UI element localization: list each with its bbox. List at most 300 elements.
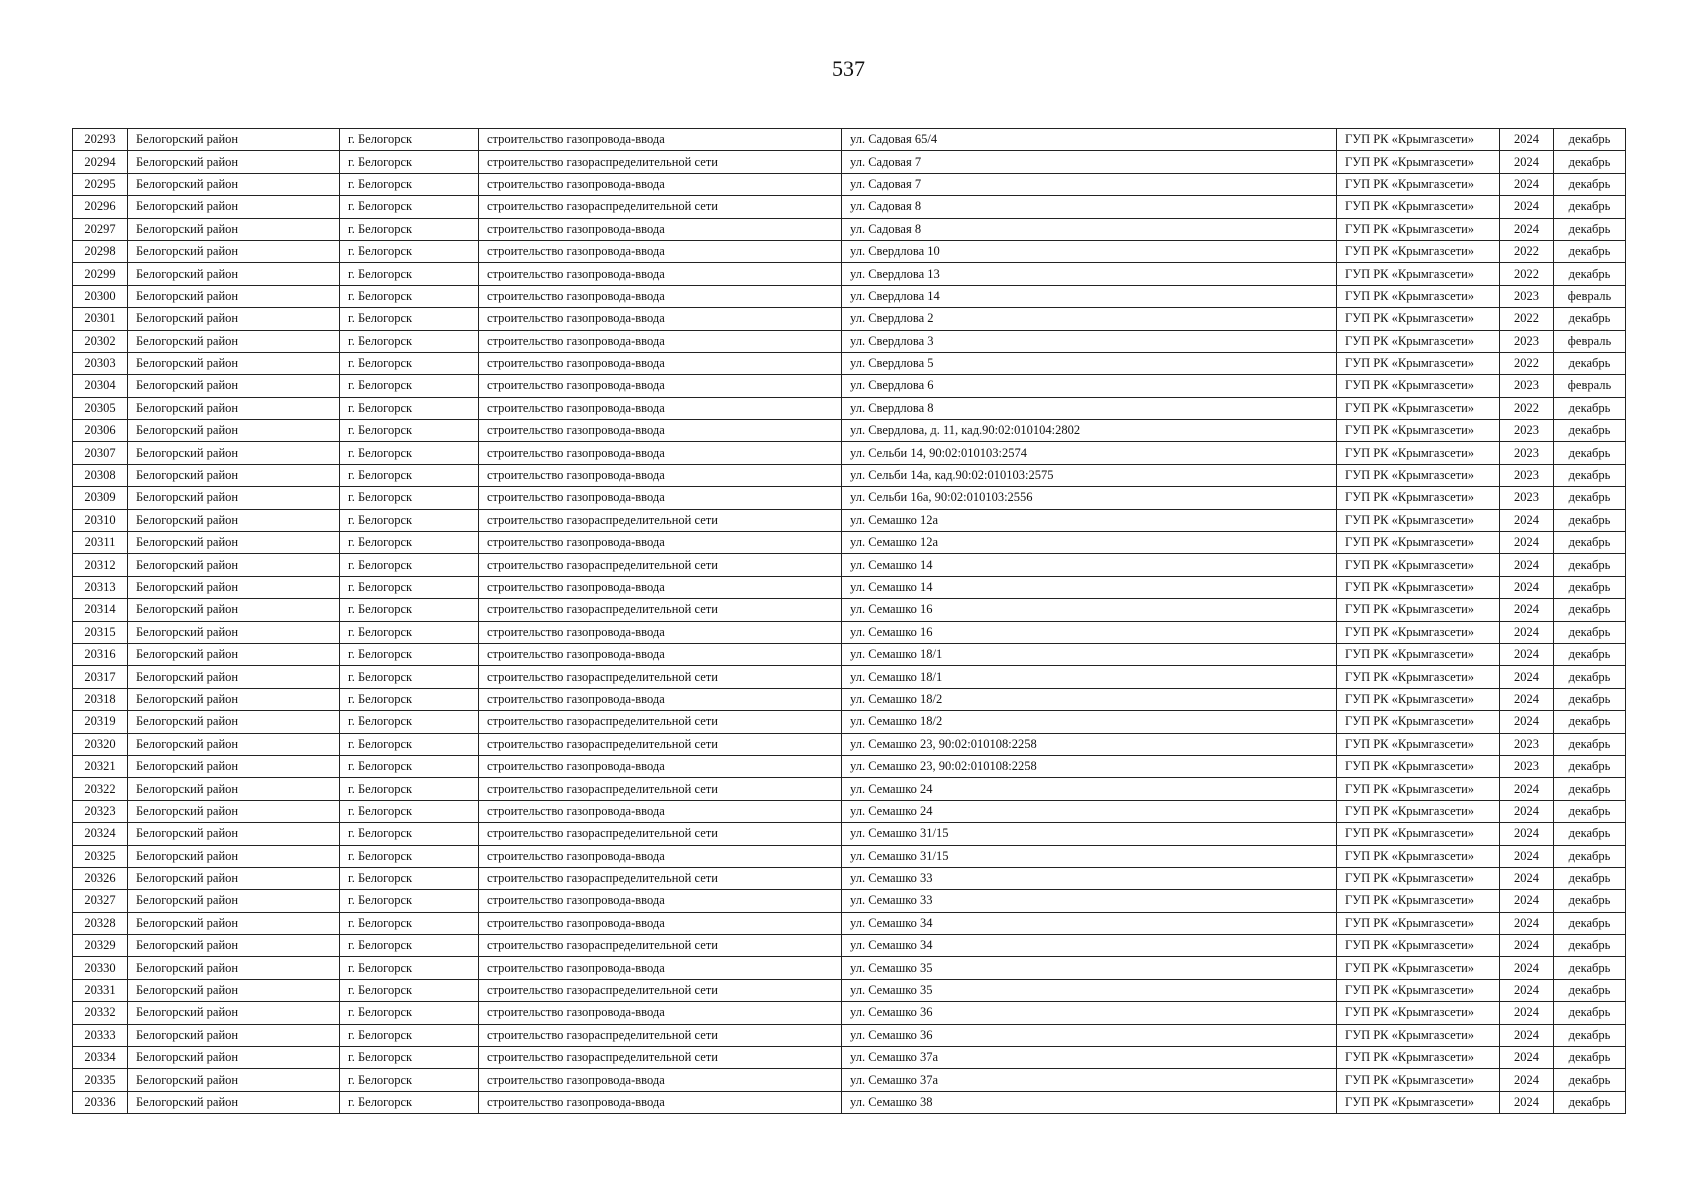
city-cell: г. Белогорск [340, 487, 479, 509]
city-cell: г. Белогорск [340, 1024, 479, 1046]
table-row [73, 576, 1626, 598]
table-row [73, 464, 1626, 486]
address-cell: ул. Садовая 7 [842, 151, 1337, 173]
address-cell: ул. Садовая 65/4 [842, 129, 1337, 151]
month-cell: декабрь [1554, 666, 1626, 688]
address-cell: ул. Семашко 18/2 [842, 711, 1337, 733]
year-cell: 2024 [1500, 1091, 1554, 1113]
table-row [73, 554, 1626, 576]
row-number-cell: 20322 [73, 778, 128, 800]
city-cell: г. Белогорск [340, 599, 479, 621]
row-number-cell: 20295 [73, 173, 128, 195]
year-cell: 2023 [1500, 330, 1554, 352]
month-cell: декабрь [1554, 576, 1626, 598]
table-row [73, 599, 1626, 621]
year-cell: 2024 [1500, 218, 1554, 240]
organization-cell: ГУП РК «Крымгазсети» [1337, 1091, 1500, 1113]
organization-cell: ГУП РК «Крымгазсети» [1337, 285, 1500, 307]
month-cell: декабрь [1554, 173, 1626, 195]
work-type-cell: строительство газораспределительной сети [479, 599, 842, 621]
district-cell: Белогорский район [128, 711, 340, 733]
month-cell: декабрь [1554, 397, 1626, 419]
month-cell: декабрь [1554, 957, 1626, 979]
organization-cell: ГУП РК «Крымгазсети» [1337, 666, 1500, 688]
city-cell: г. Белогорск [340, 308, 479, 330]
month-cell: декабрь [1554, 890, 1626, 912]
city-cell: г. Белогорск [340, 935, 479, 957]
month-cell: декабрь [1554, 487, 1626, 509]
table-row [73, 151, 1626, 173]
organization-cell: ГУП РК «Крымгазсети» [1337, 711, 1500, 733]
organization-cell: ГУП РК «Крымгазсети» [1337, 308, 1500, 330]
address-cell: ул. Семашко 31/15 [842, 845, 1337, 867]
address-cell: ул. Свердлова 3 [842, 330, 1337, 352]
city-cell: г. Белогорск [340, 263, 479, 285]
row-number-cell: 20328 [73, 912, 128, 934]
address-cell: ул. Семашко 24 [842, 800, 1337, 822]
district-cell: Белогорский район [128, 240, 340, 262]
district-cell: Белогорский район [128, 935, 340, 957]
row-number-cell: 20298 [73, 240, 128, 262]
work-type-cell: строительство газораспределительной сети [479, 196, 842, 218]
row-number-cell: 20296 [73, 196, 128, 218]
city-cell: г. Белогорск [340, 890, 479, 912]
row-number-cell: 20329 [73, 935, 128, 957]
city-cell: г. Белогорск [340, 397, 479, 419]
work-type-cell: строительство газопровода-ввода [479, 576, 842, 598]
year-cell: 2023 [1500, 755, 1554, 777]
row-number-cell: 20308 [73, 464, 128, 486]
work-type-cell: строительство газопровода-ввода [479, 1002, 842, 1024]
district-cell: Белогорский район [128, 845, 340, 867]
work-type-cell: строительство газопровода-ввода [479, 845, 842, 867]
year-cell: 2024 [1500, 800, 1554, 822]
row-number-cell: 20302 [73, 330, 128, 352]
district-cell: Белогорский район [128, 129, 340, 151]
organization-cell: ГУП РК «Крымгазсети» [1337, 330, 1500, 352]
row-number-cell: 20311 [73, 532, 128, 554]
district-cell: Белогорский район [128, 1024, 340, 1046]
row-number-cell: 20317 [73, 666, 128, 688]
month-cell: декабрь [1554, 755, 1626, 777]
organization-cell: ГУП РК «Крымгазсети» [1337, 263, 1500, 285]
table-body [73, 129, 1626, 1114]
table-row [73, 352, 1626, 374]
city-cell: г. Белогорск [340, 532, 479, 554]
table-row [73, 1024, 1626, 1046]
organization-cell: ГУП РК «Крымгазсети» [1337, 240, 1500, 262]
organization-cell: ГУП РК «Крымгазсети» [1337, 733, 1500, 755]
table-row [73, 890, 1626, 912]
table-row [73, 375, 1626, 397]
row-number-cell: 20336 [73, 1091, 128, 1113]
table-row [73, 688, 1626, 710]
table-row [73, 196, 1626, 218]
work-type-cell: строительство газопровода-ввода [479, 464, 842, 486]
address-cell: ул. Семашко 23, 90:02:010108:2258 [842, 733, 1337, 755]
organization-cell: ГУП РК «Крымгазсети» [1337, 218, 1500, 240]
city-cell: г. Белогорск [340, 979, 479, 1001]
year-cell: 2024 [1500, 688, 1554, 710]
month-cell: декабрь [1554, 308, 1626, 330]
table-row [73, 442, 1626, 464]
row-number-cell: 20325 [73, 845, 128, 867]
organization-cell: ГУП РК «Крымгазсети» [1337, 1047, 1500, 1069]
address-cell: ул. Семашко 37а [842, 1069, 1337, 1091]
table-row [73, 263, 1626, 285]
row-number-cell: 20301 [73, 308, 128, 330]
city-cell: г. Белогорск [340, 218, 479, 240]
organization-cell: ГУП РК «Крымгазсети» [1337, 688, 1500, 710]
organization-cell: ГУП РК «Крымгазсети» [1337, 643, 1500, 665]
year-cell: 2024 [1500, 890, 1554, 912]
organization-cell: ГУП РК «Крымгазсети» [1337, 509, 1500, 531]
organization-cell: ГУП РК «Крымгазсети» [1337, 1024, 1500, 1046]
city-cell: г. Белогорск [340, 643, 479, 665]
district-cell: Белогорский район [128, 755, 340, 777]
district-cell: Белогорский район [128, 733, 340, 755]
year-cell: 2024 [1500, 643, 1554, 665]
city-cell: г. Белогорск [340, 688, 479, 710]
work-type-cell: строительство газопровода-ввода [479, 890, 842, 912]
organization-cell: ГУП РК «Крымгазсети» [1337, 890, 1500, 912]
table-row [73, 643, 1626, 665]
organization-cell: ГУП РК «Крымгазсети» [1337, 867, 1500, 889]
district-cell: Белогорский район [128, 957, 340, 979]
city-cell: г. Белогорск [340, 755, 479, 777]
month-cell: декабрь [1554, 509, 1626, 531]
district-cell: Белогорский район [128, 352, 340, 374]
address-cell: ул. Семашко 36 [842, 1002, 1337, 1024]
gas-works-table [72, 128, 1626, 1114]
year-cell: 2024 [1500, 823, 1554, 845]
city-cell: г. Белогорск [340, 1091, 479, 1113]
month-cell: декабрь [1554, 621, 1626, 643]
year-cell: 2022 [1500, 240, 1554, 262]
district-cell: Белогорский район [128, 554, 340, 576]
month-cell: декабрь [1554, 442, 1626, 464]
work-type-cell: строительство газораспределительной сети [479, 554, 842, 576]
city-cell: г. Белогорск [340, 1069, 479, 1091]
work-type-cell: строительство газопровода-ввода [479, 285, 842, 307]
row-number-cell: 20315 [73, 621, 128, 643]
year-cell: 2024 [1500, 509, 1554, 531]
month-cell: декабрь [1554, 1069, 1626, 1091]
district-cell: Белогорский район [128, 1069, 340, 1091]
row-number-cell: 20327 [73, 890, 128, 912]
month-cell: декабрь [1554, 532, 1626, 554]
work-type-cell: строительство газопровода-ввода [479, 218, 842, 240]
month-cell: декабрь [1554, 979, 1626, 1001]
city-cell: г. Белогорск [340, 420, 479, 442]
table-row [73, 957, 1626, 979]
month-cell: декабрь [1554, 1024, 1626, 1046]
row-number-cell: 20316 [73, 643, 128, 665]
city-cell: г. Белогорск [340, 912, 479, 934]
city-cell: г. Белогорск [340, 285, 479, 307]
year-cell: 2024 [1500, 1024, 1554, 1046]
year-cell: 2024 [1500, 196, 1554, 218]
organization-cell: ГУП РК «Крымгазсети» [1337, 532, 1500, 554]
row-number-cell: 20326 [73, 867, 128, 889]
table-row [73, 867, 1626, 889]
year-cell: 2023 [1500, 442, 1554, 464]
row-number-cell: 20321 [73, 755, 128, 777]
work-type-cell: строительство газопровода-ввода [479, 173, 842, 195]
district-cell: Белогорский район [128, 979, 340, 1001]
table-row [73, 285, 1626, 307]
table-row [73, 509, 1626, 531]
city-cell: г. Белогорск [340, 845, 479, 867]
row-number-cell: 20313 [73, 576, 128, 598]
district-cell: Белогорский район [128, 263, 340, 285]
row-number-cell: 20320 [73, 733, 128, 755]
city-cell: г. Белогорск [340, 733, 479, 755]
address-cell: ул. Семашко 16 [842, 621, 1337, 643]
district-cell: Белогорский район [128, 867, 340, 889]
address-cell: ул. Семашко 38 [842, 1091, 1337, 1113]
row-number-cell: 20303 [73, 352, 128, 374]
address-cell: ул. Семашко 12а [842, 509, 1337, 531]
district-cell: Белогорский район [128, 800, 340, 822]
address-cell: ул. Семашко 18/1 [842, 666, 1337, 688]
row-number-cell: 20304 [73, 375, 128, 397]
work-type-cell: строительство газопровода-ввода [479, 263, 842, 285]
month-cell: декабрь [1554, 643, 1626, 665]
year-cell: 2024 [1500, 151, 1554, 173]
month-cell: декабрь [1554, 554, 1626, 576]
address-cell: ул. Сельби 16а, 90:02:010103:2556 [842, 487, 1337, 509]
month-cell: декабрь [1554, 935, 1626, 957]
work-type-cell: строительство газораспределительной сети [479, 867, 842, 889]
city-cell: г. Белогорск [340, 867, 479, 889]
table-row [73, 733, 1626, 755]
district-cell: Белогорский район [128, 890, 340, 912]
district-cell: Белогорский район [128, 532, 340, 554]
organization-cell: ГУП РК «Крымгазсети» [1337, 487, 1500, 509]
district-cell: Белогорский район [128, 688, 340, 710]
row-number-cell: 20305 [73, 397, 128, 419]
organization-cell: ГУП РК «Крымгазсети» [1337, 755, 1500, 777]
work-type-cell: строительство газораспределительной сети [479, 935, 842, 957]
month-cell: декабрь [1554, 599, 1626, 621]
organization-cell: ГУП РК «Крымгазсети» [1337, 823, 1500, 845]
table-row [73, 800, 1626, 822]
year-cell: 2024 [1500, 1002, 1554, 1024]
page-number: 537 [832, 56, 865, 81]
month-cell: декабрь [1554, 1091, 1626, 1113]
work-type-cell: строительство газопровода-ввода [479, 912, 842, 934]
organization-cell: ГУП РК «Крымгазсети» [1337, 397, 1500, 419]
year-cell: 2023 [1500, 464, 1554, 486]
year-cell: 2022 [1500, 308, 1554, 330]
work-type-cell: строительство газораспределительной сети [479, 778, 842, 800]
organization-cell: ГУП РК «Крымгазсети» [1337, 778, 1500, 800]
year-cell: 2023 [1500, 285, 1554, 307]
organization-cell: ГУП РК «Крымгазсети» [1337, 912, 1500, 934]
work-type-cell: строительство газопровода-ввода [479, 330, 842, 352]
work-type-cell: строительство газораспределительной сети [479, 979, 842, 1001]
address-cell: ул. Семашко 33 [842, 890, 1337, 912]
work-type-cell: строительство газораспределительной сети [479, 1024, 842, 1046]
row-number-cell: 20314 [73, 599, 128, 621]
year-cell: 2024 [1500, 554, 1554, 576]
table-row [73, 532, 1626, 554]
organization-cell: ГУП РК «Крымгазсети» [1337, 375, 1500, 397]
work-type-cell: строительство газораспределительной сети [479, 151, 842, 173]
year-cell: 2024 [1500, 935, 1554, 957]
address-cell: ул. Семашко 34 [842, 912, 1337, 934]
district-cell: Белогорский район [128, 912, 340, 934]
district-cell: Белогорский район [128, 487, 340, 509]
year-cell: 2024 [1500, 666, 1554, 688]
table-row [73, 308, 1626, 330]
row-number-cell: 20319 [73, 711, 128, 733]
address-cell: ул. Садовая 8 [842, 196, 1337, 218]
organization-cell: ГУП РК «Крымгазсети» [1337, 464, 1500, 486]
organization-cell: ГУП РК «Крымгазсети» [1337, 845, 1500, 867]
row-number-cell: 20299 [73, 263, 128, 285]
work-type-cell: строительство газопровода-ввода [479, 352, 842, 374]
organization-cell: ГУП РК «Крымгазсети» [1337, 800, 1500, 822]
city-cell: г. Белогорск [340, 196, 479, 218]
city-cell: г. Белогорск [340, 151, 479, 173]
year-cell: 2024 [1500, 867, 1554, 889]
organization-cell: ГУП РК «Крымгазсети» [1337, 576, 1500, 598]
month-cell: декабрь [1554, 464, 1626, 486]
address-cell: ул. Садовая 8 [842, 218, 1337, 240]
table-row [73, 173, 1626, 195]
city-cell: г. Белогорск [340, 621, 479, 643]
work-type-cell: строительство газопровода-ввода [479, 532, 842, 554]
city-cell: г. Белогорск [340, 711, 479, 733]
address-cell: ул. Свердлова 6 [842, 375, 1337, 397]
year-cell: 2024 [1500, 912, 1554, 934]
work-type-cell: строительство газопровода-ввода [479, 308, 842, 330]
organization-cell: ГУП РК «Крымгазсети» [1337, 442, 1500, 464]
city-cell: г. Белогорск [340, 464, 479, 486]
address-cell: ул. Семашко 18/2 [842, 688, 1337, 710]
work-type-cell: строительство газопровода-ввода [479, 420, 842, 442]
city-cell: г. Белогорск [340, 375, 479, 397]
district-cell: Белогорский район [128, 196, 340, 218]
month-cell: декабрь [1554, 196, 1626, 218]
address-cell: ул. Семашко 35 [842, 979, 1337, 1001]
address-cell: ул. Семашко 14 [842, 554, 1337, 576]
table-row [73, 621, 1626, 643]
table-row [73, 666, 1626, 688]
address-cell: ул. Свердлова 2 [842, 308, 1337, 330]
table-row [73, 935, 1626, 957]
year-cell: 2024 [1500, 576, 1554, 598]
year-cell: 2024 [1500, 957, 1554, 979]
year-cell: 2023 [1500, 420, 1554, 442]
month-cell: декабрь [1554, 845, 1626, 867]
month-cell: декабрь [1554, 823, 1626, 845]
work-type-cell: строительство газораспределительной сети [479, 733, 842, 755]
address-cell: ул. Семашко 34 [842, 935, 1337, 957]
row-number-cell: 20293 [73, 129, 128, 151]
month-cell: декабрь [1554, 129, 1626, 151]
district-cell: Белогорский район [128, 397, 340, 419]
city-cell: г. Белогорск [340, 778, 479, 800]
organization-cell: ГУП РК «Крымгазсети» [1337, 151, 1500, 173]
district-cell: Белогорский район [128, 218, 340, 240]
month-cell: декабрь [1554, 711, 1626, 733]
address-cell: ул. Свердлова, д. 11, кад.90:02:010104:2802 [842, 420, 1337, 442]
table-row [73, 240, 1626, 262]
work-type-cell: строительство газораспределительной сети [479, 1047, 842, 1069]
year-cell: 2024 [1500, 532, 1554, 554]
work-type-cell: строительство газопровода-ввода [479, 1091, 842, 1113]
work-type-cell: строительство газопровода-ввода [479, 240, 842, 262]
organization-cell: ГУП РК «Крымгазсети» [1337, 1069, 1500, 1091]
month-cell: февраль [1554, 330, 1626, 352]
work-type-cell: строительство газопровода-ввода [479, 800, 842, 822]
district-cell: Белогорский район [128, 666, 340, 688]
district-cell: Белогорский район [128, 330, 340, 352]
district-cell: Белогорский район [128, 778, 340, 800]
address-cell: ул. Семашко 24 [842, 778, 1337, 800]
address-cell: ул. Свердлова 13 [842, 263, 1337, 285]
year-cell: 2024 [1500, 778, 1554, 800]
address-cell: ул. Семашко 16 [842, 599, 1337, 621]
table-row [73, 823, 1626, 845]
work-type-cell: строительство газопровода-ввода [479, 957, 842, 979]
month-cell: декабрь [1554, 1047, 1626, 1069]
row-number-cell: 20309 [73, 487, 128, 509]
organization-cell: ГУП РК «Крымгазсети» [1337, 957, 1500, 979]
work-type-cell: строительство газопровода-ввода [479, 1069, 842, 1091]
work-type-cell: строительство газопровода-ввода [479, 375, 842, 397]
district-cell: Белогорский район [128, 420, 340, 442]
organization-cell: ГУП РК «Крымгазсети» [1337, 420, 1500, 442]
year-cell: 2024 [1500, 845, 1554, 867]
district-cell: Белогорский район [128, 464, 340, 486]
month-cell: декабрь [1554, 912, 1626, 934]
year-cell: 2024 [1500, 1047, 1554, 1069]
table-row [73, 1069, 1626, 1091]
address-cell: ул. Семашко 12а [842, 532, 1337, 554]
address-cell: ул. Семашко 14 [842, 576, 1337, 598]
district-cell: Белогорский район [128, 1091, 340, 1113]
address-cell: ул. Садовая 7 [842, 173, 1337, 195]
row-number-cell: 20307 [73, 442, 128, 464]
city-cell: г. Белогорск [340, 1002, 479, 1024]
month-cell: декабрь [1554, 151, 1626, 173]
address-cell: ул. Семашко 36 [842, 1024, 1337, 1046]
row-number-cell: 20335 [73, 1069, 128, 1091]
city-cell: г. Белогорск [340, 823, 479, 845]
table-row [73, 1002, 1626, 1024]
table-row [73, 420, 1626, 442]
row-number-cell: 20324 [73, 823, 128, 845]
work-type-cell: строительство газопровода-ввода [479, 688, 842, 710]
row-number-cell: 20334 [73, 1047, 128, 1069]
month-cell: декабрь [1554, 218, 1626, 240]
city-cell: г. Белогорск [340, 957, 479, 979]
city-cell: г. Белогорск [340, 129, 479, 151]
city-cell: г. Белогорск [340, 442, 479, 464]
district-cell: Белогорский район [128, 599, 340, 621]
table-row [73, 1091, 1626, 1113]
city-cell: г. Белогорск [340, 330, 479, 352]
district-cell: Белогорский район [128, 576, 340, 598]
address-cell: ул. Семашко 18/1 [842, 643, 1337, 665]
row-number-cell: 20330 [73, 957, 128, 979]
city-cell: г. Белогорск [340, 509, 479, 531]
month-cell: декабрь [1554, 778, 1626, 800]
